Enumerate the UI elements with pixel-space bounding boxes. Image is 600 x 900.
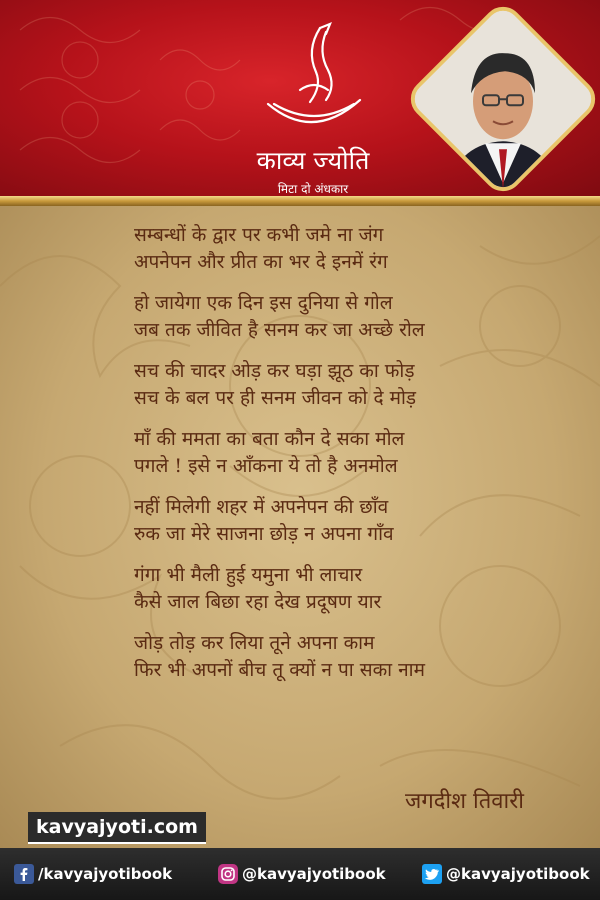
poem-line: कैसे जाल बिछा रहा देख प्रदूषण यार [134,591,382,613]
twitter-link[interactable] [422,848,590,900]
poem-stanza [134,222,574,276]
kavyajyoti-logo [238,20,388,200]
diya-lamp-icon [260,20,366,140]
poet-name: जगदीश तिवारी [405,789,524,814]
poem-stanza [134,562,574,616]
header-banner [0,0,600,203]
poem-line: अपनेपन और प्रीत का भर दे इनमें रंग [134,251,388,273]
poem-stanza [134,290,574,344]
poem-line: सच की चादर ओड़ कर घड़ा झूठ का फोड़ [134,360,415,382]
website-label[interactable]: kavyajyoti.com [28,812,206,844]
instagram-icon [218,864,238,884]
poem-stanza [134,358,574,412]
poem-line: फिर भी अपनों बीच तू क्यों न पा सका नाम [134,659,425,681]
twitter-icon [422,864,442,884]
instagram-handle: @kavyajyotibook [242,865,386,883]
poem-line: सच के बल पर ही सनम जीवन को दे मोड़ [134,387,417,409]
facebook-icon [14,864,34,884]
poem-stanza [134,494,574,548]
poem-text [134,222,574,698]
gold-divider [0,196,600,206]
poem-stanza [134,630,574,684]
poem-line: सम्बन्धों के द्वार पर कभी जमे ना जंग [134,224,384,246]
poem-line: गंगा भी मैली हुई यमुना भी लाचार [134,564,363,586]
poem-line: नहीं मिलेगी शहर में अपनेपन की छाँव [134,496,389,518]
twitter-handle: @kavyajyotibook [446,865,590,883]
instagram-link[interactable] [218,848,386,900]
poem-line: माँ की ममता का बता कौन दे सका मोल [134,428,405,450]
facebook-handle: /kavyajyotibook [38,865,173,883]
facebook-link[interactable] [14,848,172,900]
poem-line: पगले ! इसे न आँकना ये तो है अनमोल [134,455,398,477]
logo-title: काव्य ज्योति [256,146,370,175]
logo-tagline: मिटा दो अंधकार [277,182,349,196]
poem-line: हो जायेगा एक दिन इस दुनिया से गोल [134,292,393,314]
poem-line: रुक जा मेरे साजना छोड़ न अपना गाँव [134,523,394,545]
poem-line: जब तक जीवित है सनम कर जा अच्छे रोल [134,319,425,341]
poem-stanza [134,426,574,480]
poem-line: जोड़ तोड़ कर लिया तूने अपना काम [134,632,375,654]
social-footer [0,848,600,900]
